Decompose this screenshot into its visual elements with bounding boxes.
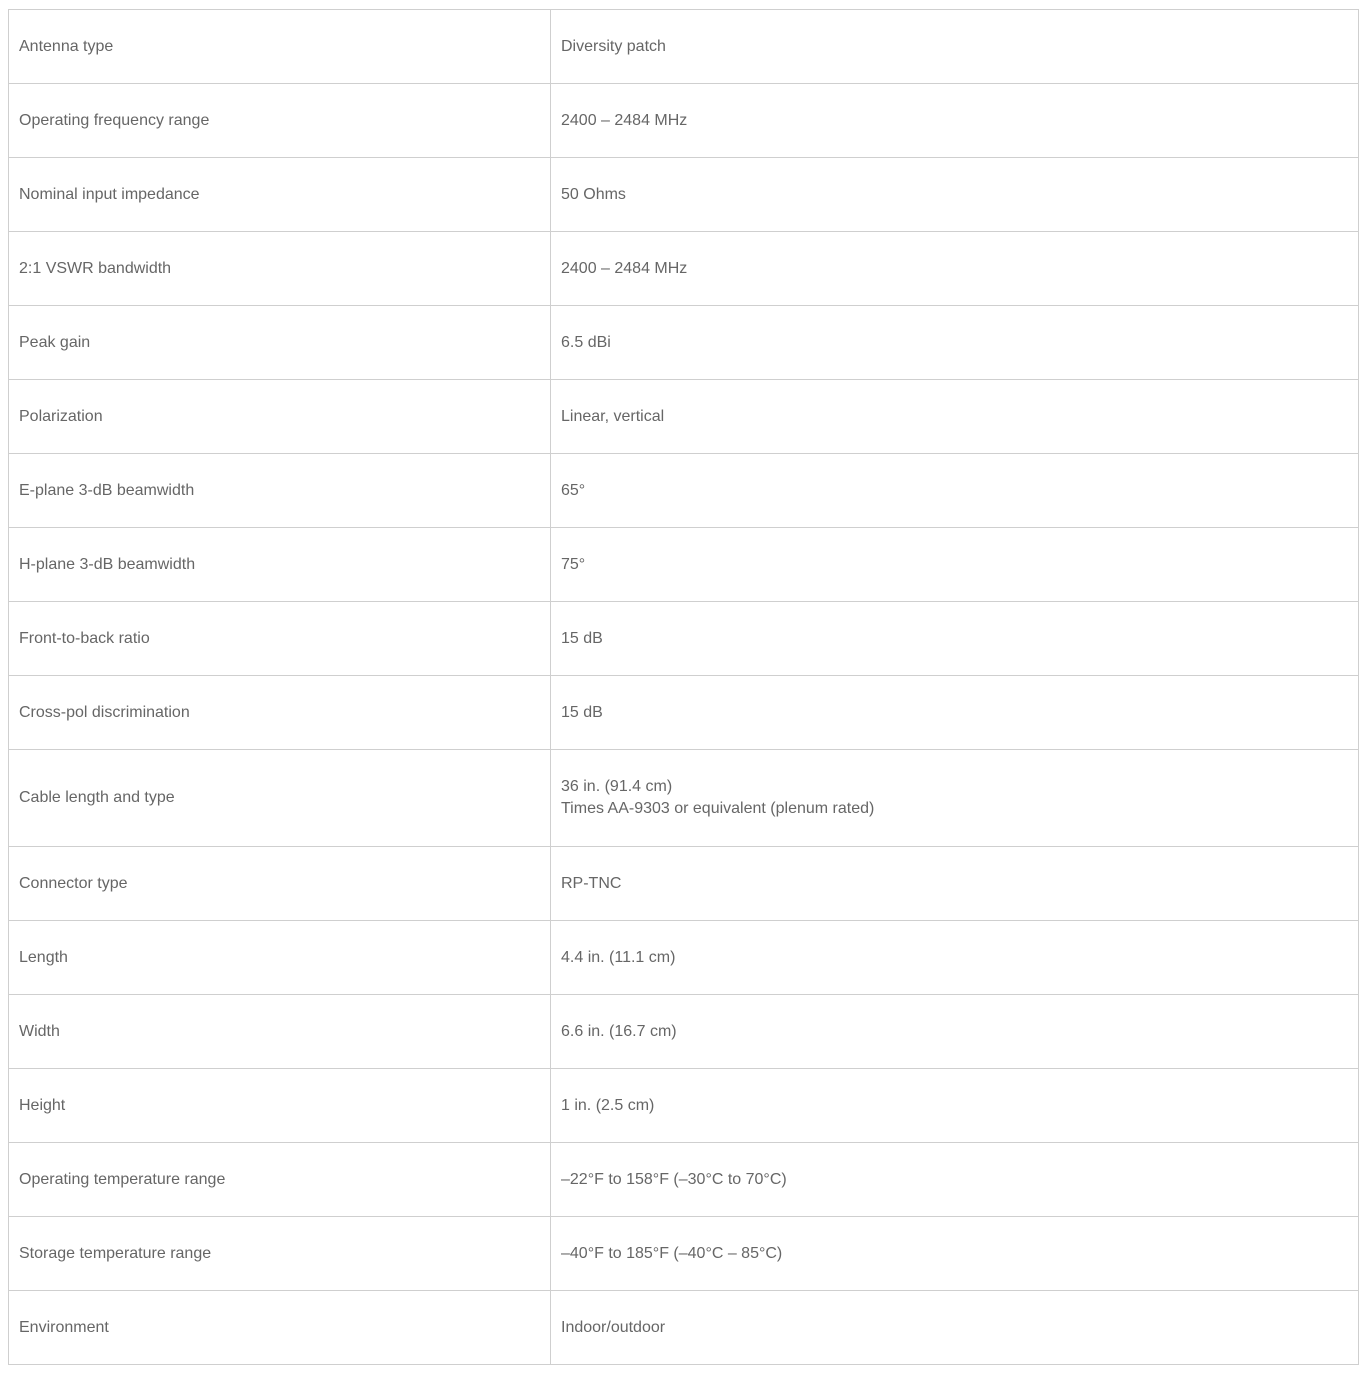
table-row	[9, 10, 1359, 84]
spec-label: Length	[9, 921, 551, 995]
specifications-table	[8, 9, 1359, 1365]
spec-value: 2400 – 2484 MHz	[551, 232, 1359, 306]
table-row	[9, 921, 1359, 995]
spec-value-line-2: Times AA-9303 or equivalent (plenum rated)	[561, 800, 875, 817]
spec-label: Nominal input impedance	[9, 158, 551, 232]
spec-label: Connector type	[9, 847, 551, 921]
spec-value: RP-TNC	[551, 847, 1359, 921]
spec-label: Environment	[9, 1291, 551, 1365]
table-row	[9, 602, 1359, 676]
spec-value: 15 dB	[551, 676, 1359, 750]
table-row	[9, 232, 1359, 306]
table-row	[9, 995, 1359, 1069]
spec-label: Front-to-back ratio	[9, 602, 551, 676]
spec-label: Storage temperature range	[9, 1217, 551, 1291]
spec-label: Operating temperature range	[9, 1143, 551, 1217]
spec-value: –22°F to 158°F (–30°C to 70°C)	[551, 1143, 1359, 1217]
spec-label: E-plane 3-dB beamwidth	[9, 454, 551, 528]
spec-value: 2400 – 2484 MHz	[551, 84, 1359, 158]
spec-value: 65°	[551, 454, 1359, 528]
table-row	[9, 676, 1359, 750]
table-row	[9, 1143, 1359, 1217]
spec-value: Linear, vertical	[551, 380, 1359, 454]
table-row	[9, 750, 1359, 847]
table-row	[9, 380, 1359, 454]
spec-value: Indoor/outdoor	[551, 1291, 1359, 1365]
table-row	[9, 528, 1359, 602]
spec-label: Cable length and type	[9, 750, 551, 847]
spec-value-line-1: 36 in. (91.4 cm)	[561, 778, 673, 795]
table-row	[9, 1069, 1359, 1143]
spec-label: Height	[9, 1069, 551, 1143]
spec-label: Peak gain	[9, 306, 551, 380]
spec-value: 1 in. (2.5 cm)	[551, 1069, 1359, 1143]
spec-label: Polarization	[9, 380, 551, 454]
spec-value: Diversity patch	[551, 10, 1359, 84]
spec-value: –40°F to 185°F (–40°C – 85°C)	[551, 1217, 1359, 1291]
table-row	[9, 454, 1359, 528]
spec-label: Operating frequency range	[9, 84, 551, 158]
spec-label: Cross-pol discrimination	[9, 676, 551, 750]
spec-value	[551, 750, 1359, 847]
table-row	[9, 306, 1359, 380]
spec-label: 2:1 VSWR bandwidth	[9, 232, 551, 306]
spec-label: Width	[9, 995, 551, 1069]
spec-label: Antenna type	[9, 10, 551, 84]
spec-value: 75°	[551, 528, 1359, 602]
spec-value: 50 Ohms	[551, 158, 1359, 232]
table-row	[9, 158, 1359, 232]
spec-value: 15 dB	[551, 602, 1359, 676]
spec-value: 4.4 in. (11.1 cm)	[551, 921, 1359, 995]
table-row	[9, 84, 1359, 158]
spec-value: 6.6 in. (16.7 cm)	[551, 995, 1359, 1069]
spec-value: 6.5 dBi	[551, 306, 1359, 380]
table-row	[9, 847, 1359, 921]
spec-label: H-plane 3-dB beamwidth	[9, 528, 551, 602]
table-row	[9, 1217, 1359, 1291]
table-row	[9, 1291, 1359, 1365]
